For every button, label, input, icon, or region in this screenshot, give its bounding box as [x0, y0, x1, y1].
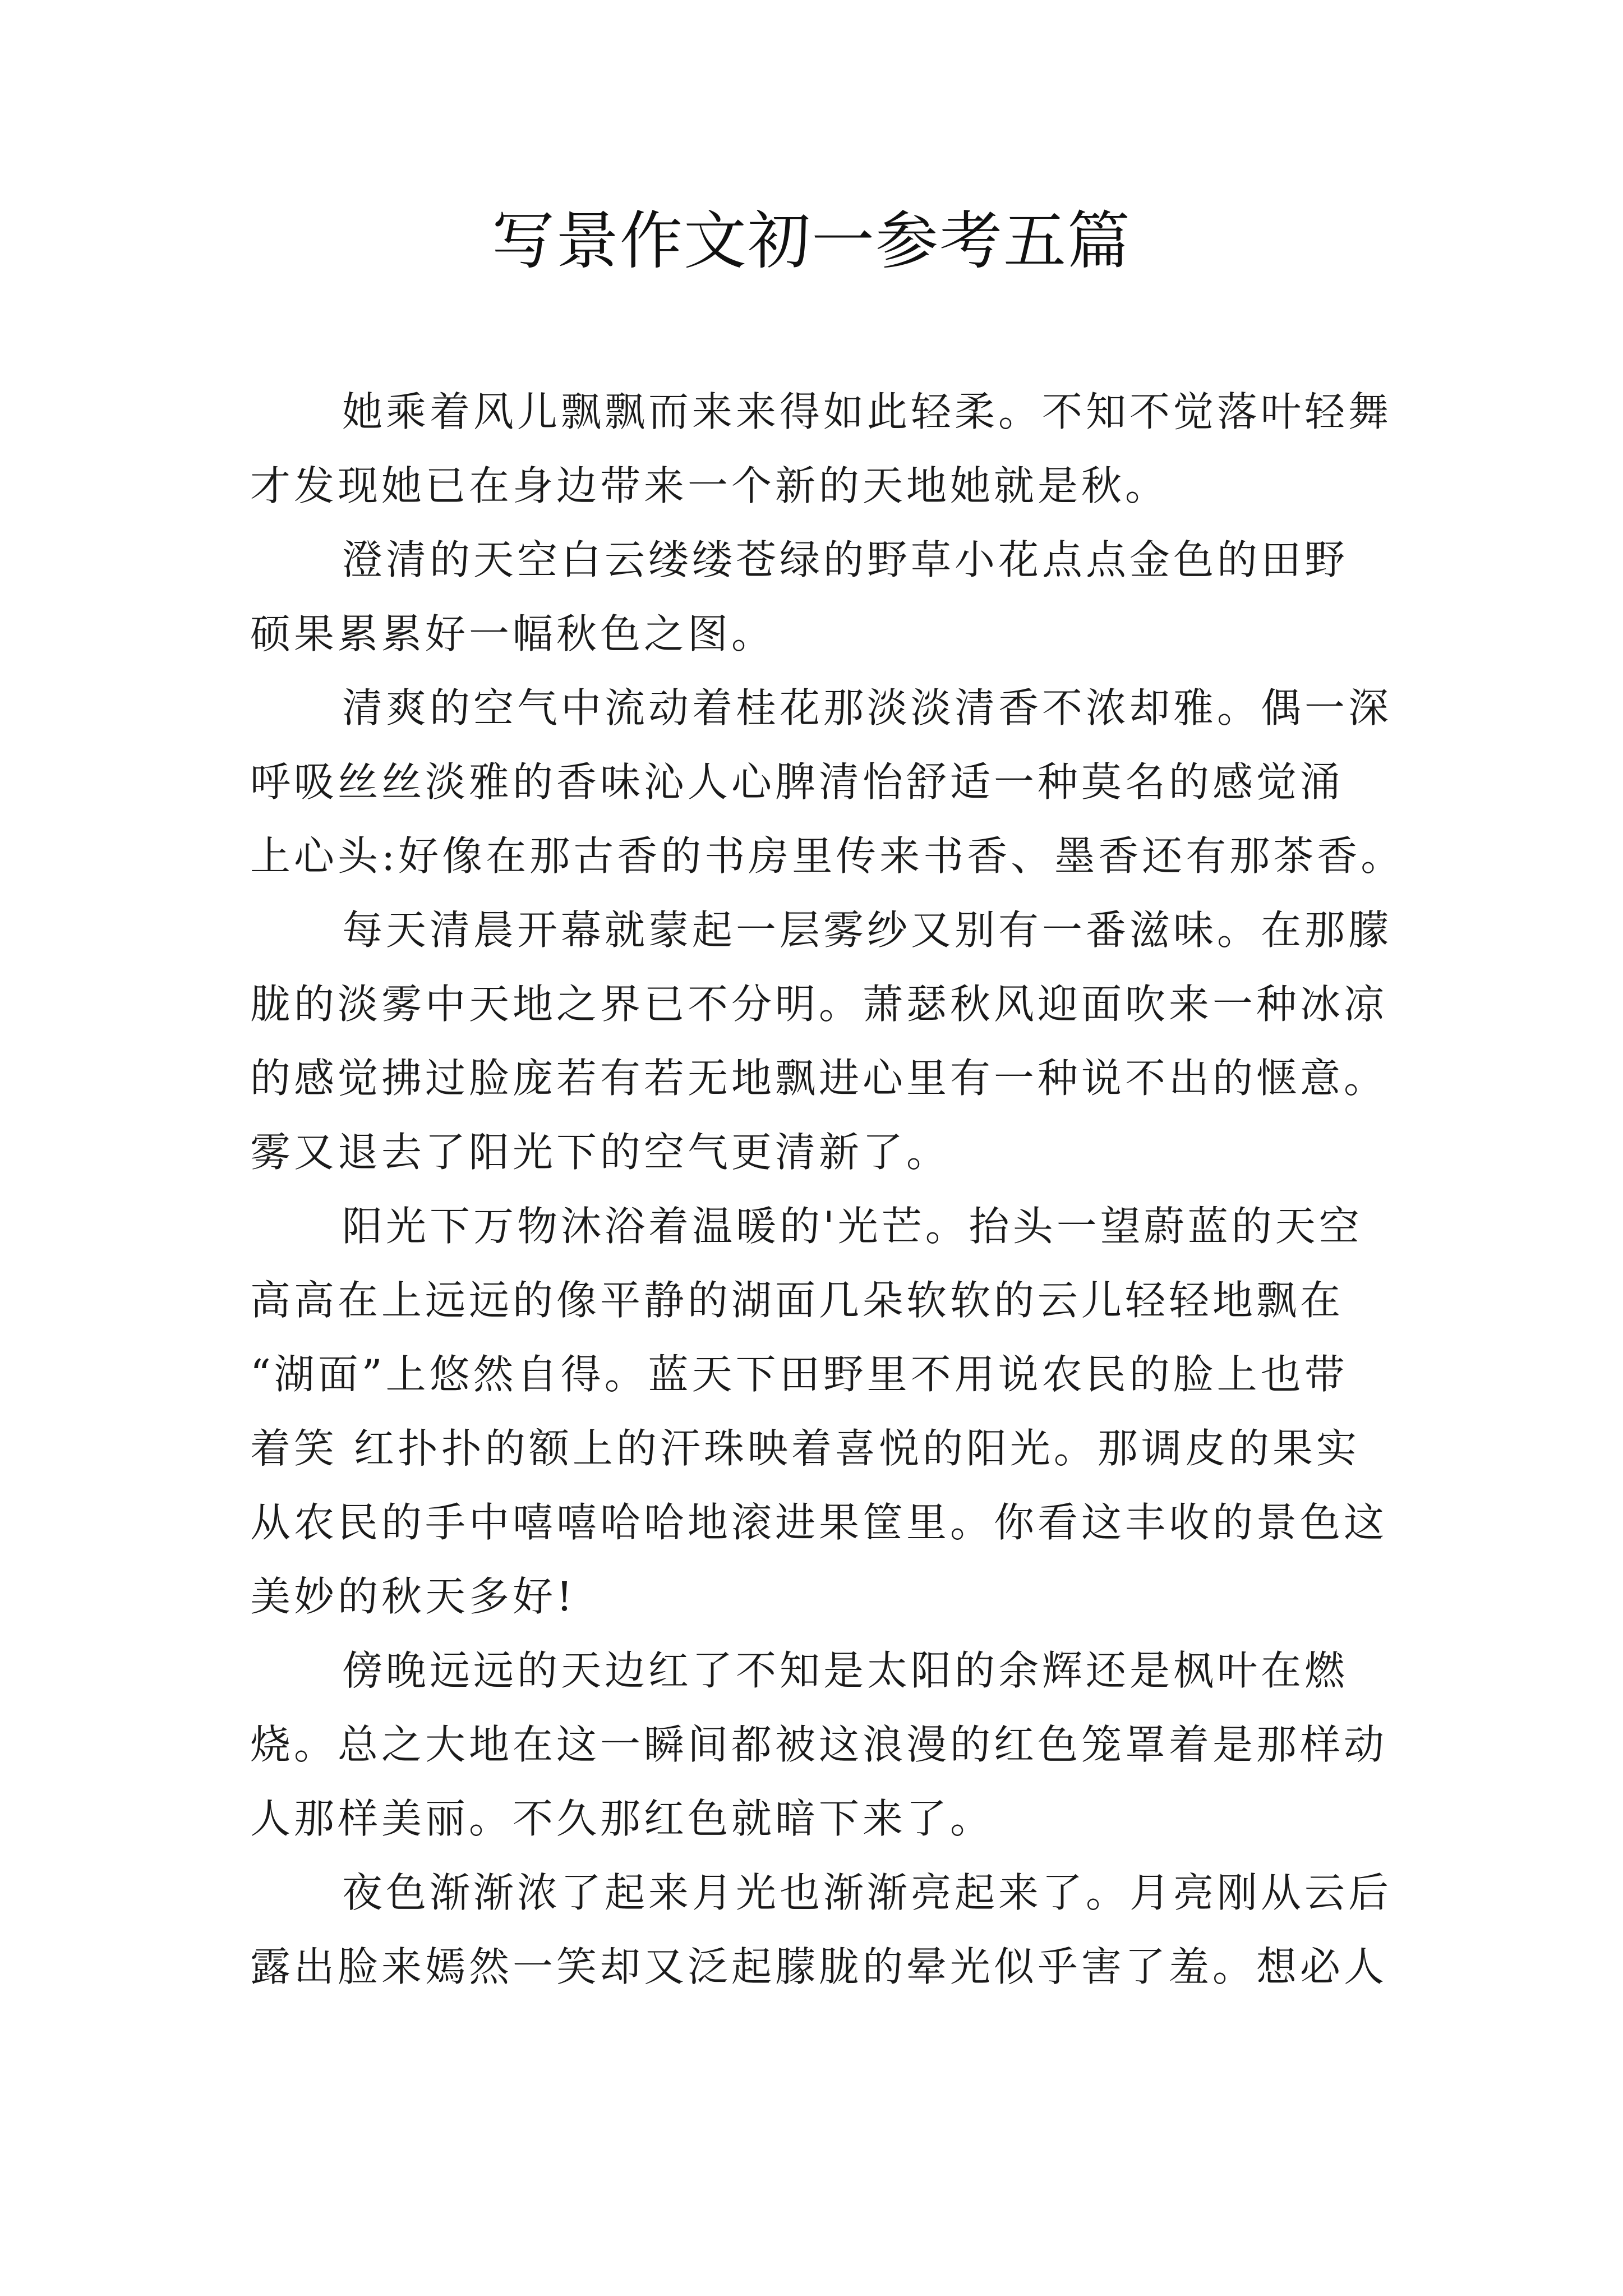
paragraph-line: 美妙的秋天多好!: [250, 1573, 576, 1620]
paragraph-line: 上心头:好像在那古香的书房里传来书香、墨香还有那茶香。: [250, 832, 1405, 880]
paragraph-7: [250, 1856, 1393, 2004]
paragraph-line: 烧。总之大地在这一瞬间都被这浪漫的红色笼罩着是那样动: [250, 1721, 1388, 1768]
paragraph-4: [250, 893, 1393, 1189]
paragraph-line: 清爽的空气中流动着桂花那淡淡清香不浓却雅。偶一深: [342, 684, 1393, 731]
paragraph-line: “湖面”上悠然自得。蓝天下田野里不用说农民的脸上也带: [250, 1351, 1348, 1398]
paragraph-line: 她乘着风儿飘飘而来来得如此轻柔。不知不觉落叶轻舞: [342, 388, 1393, 435]
paragraph-line: 才发现她已在身边带来一个新的天地她就是秋。: [250, 462, 1169, 509]
paragraph-line: 从农民的手中嘻嘻哈哈地滚进果筐里。你看这丰收的景色这: [250, 1499, 1388, 1546]
paragraph-line: 着笑 红扑扑的额上的汗珠映着喜悦的阳光。那调皮的果实: [250, 1425, 1360, 1472]
paragraph-line: 硕果累累好一幅秋色之图。: [250, 610, 776, 657]
paragraph-1: [250, 375, 1393, 523]
document-body: [250, 375, 1405, 2004]
paragraph-line: 胧的淡雾中天地之界已不分明。萧瑟秋风迎面吹来一种冰凉: [250, 981, 1388, 1028]
paragraph-line: 高高在上远远的像平静的湖面几朵软软的云儿轻轻地飘在: [250, 1277, 1344, 1324]
paragraph-line: 夜色渐渐浓了起来月光也渐渐亮起来了。月亮刚从云后: [342, 1869, 1393, 1916]
paragraph-line: 澄清的天空白云缕缕苍绿的野草小花点点金色的田野: [342, 536, 1349, 583]
paragraph-2: [250, 523, 1389, 671]
paragraph-line: 雾又退去了阳光下的空气更清新了。: [250, 1129, 951, 1176]
paragraph-line: 露出脸来嫣然一笑却又泛起朦胧的晕光似乎害了羞。想必人: [250, 1943, 1388, 1990]
paragraph-3: [250, 671, 1405, 893]
paragraph-line: 傍晚远远的天边红了不知是太阳的余辉还是枫叶在燃: [342, 1647, 1349, 1694]
paragraph-5: [250, 1189, 1389, 1634]
paragraph-6: [250, 1634, 1389, 1856]
document-title: 写景作文初一参考五篇: [492, 205, 1131, 278]
paragraph-line: 每天清晨开幕就蒙起一层雾纱又别有一番滋味。在那朦: [342, 907, 1393, 954]
paragraph-line: 阳光下万物沐浴着温暖的'光芒。抬头一望蔚蓝的天空: [342, 1203, 1363, 1250]
paragraph-line: 呼吸丝丝淡雅的香味沁人心脾清怡舒适一种莫名的感觉涌: [250, 758, 1344, 806]
paragraph-line: 人那样美丽。不久那红色就暗下来了。: [250, 1795, 994, 1842]
paragraph-line: 的感觉拂过脸庞若有若无地飘进心里有一种说不出的惬意。: [250, 1055, 1388, 1102]
